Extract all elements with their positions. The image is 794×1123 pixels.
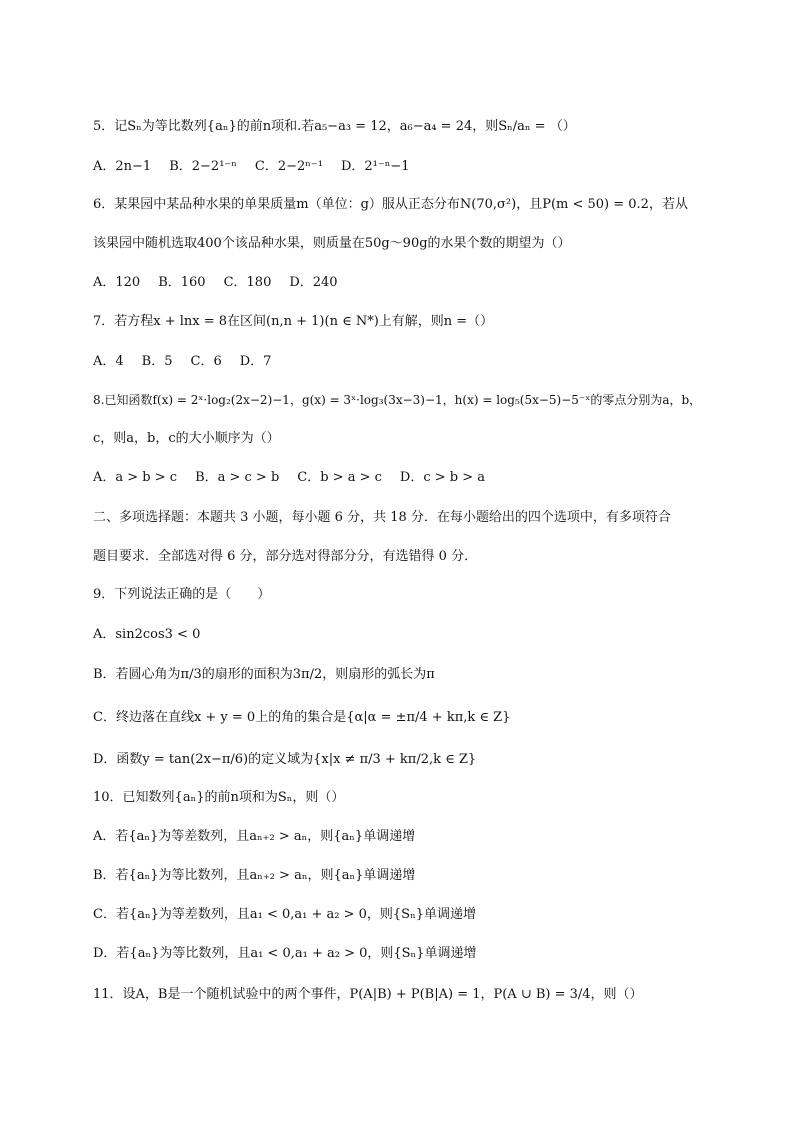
- q8-line1: 8.已知函数f(x) = 2ˣ·log₂(2x−2)−1，g(x) = 3ˣ·log₃(3x−3)−1，h(x) = log₅(5x−5)−5⁻ˣ的零点分别为a，b，: [93, 393, 702, 407]
- q7-option-c: C．6: [190, 354, 222, 369]
- q6-line1: 6．某果园中某品种水果的单果质量m（单位：g）服从正态分布N(70,σ²)，且P(m < 50) = 0.2，若从: [93, 197, 688, 212]
- q9-option-d: D．函数y = tan(2x−π/6)的定义域为{x|x ≠ π/3 + kπ/2,k ∈ Z}: [93, 752, 477, 767]
- q6-option-a: A．120: [93, 275, 141, 290]
- q5-option-c: C．2−2ⁿ⁻¹: [254, 159, 323, 174]
- q10-option-b: B．若{aₙ}为等比数列，且aₙ₊₂ > aₙ，则{aₙ}单调递增: [93, 868, 416, 883]
- q6-option-c: C．180: [223, 275, 272, 290]
- q10-option-c: C．若{aₙ}为等差数列，且a₁ < 0,a₁ + a₂ > 0，则{Sₙ}单调递增: [93, 907, 476, 922]
- q10-stem: 10．已知数列{aₙ}的前n项和为Sₙ，则（）: [93, 790, 345, 805]
- q6-options: [93, 274, 734, 292]
- q8-line2: c，则a，b，c的大小顺序为（）: [93, 431, 280, 446]
- section2-line1: 二、多项选择题：本题共 3 小题，每小题 6 分，共 18 分．在每小题给出的四个选项中，有多项符合: [93, 510, 671, 525]
- q9-option-c: C．终边落在直线x + y = 0上的角的集合是{α|α = ±π/4 + kπ,k ∈ Z}: [93, 710, 511, 725]
- q7-stem: 7．若方程x + lnx = 8在区间(n,n + 1)(n ∈ N*)上有解，则n =（）: [93, 314, 494, 329]
- q8-options: [93, 469, 734, 487]
- q9-option-b: B．若圆心角为π/3的扇形的面积为3π/2，则扇形的弧长为π: [93, 667, 435, 682]
- q6-option-d: D．240: [289, 275, 338, 290]
- q5-option-a: A．2n−1: [93, 159, 152, 174]
- q7-options: [93, 353, 734, 371]
- q5-option-b: B．2−2¹⁻ⁿ: [169, 159, 237, 174]
- q7-option-d: D．7: [239, 354, 272, 369]
- q5-option-d: D．2¹⁻ⁿ−1: [340, 159, 410, 174]
- q10-option-a: A．若{aₙ}为等差数列，且aₙ₊₂ > aₙ，则{aₙ}单调递增: [93, 829, 416, 844]
- q8-option-c: C．b > a > c: [297, 470, 382, 485]
- q11-stem: 11．设A，B是一个随机试验中的两个事件，P(A|B) + P(B|A) = 1，P(A ∪ B) = 3/4，则（）: [93, 987, 643, 1002]
- q9-stem: 9．下列说法正确的是（ ）: [93, 587, 271, 602]
- q6-line2: 该果园中随机选取400个该品种水果，则质量在50g～90g的水果个数的期望为（）: [93, 236, 571, 251]
- q5-options: [93, 158, 734, 176]
- q5-stem: 5．记Sₙ为等比数列{aₙ}的前n项和.若a₅−a₃ = 12，a₆−a₄ = 24，则Sₙ/aₙ = （）: [93, 119, 576, 134]
- q9-option-a: A．sin2cos3 < 0: [93, 627, 201, 642]
- q8-option-b: B．a > c > b: [195, 470, 280, 485]
- q6-option-b: B．160: [158, 275, 206, 290]
- q7-option-a: A．4: [93, 354, 124, 369]
- section2-line2: 题目要求．全部选对得 6 分，部分选对得部分分，有选错得 0 分．: [93, 549, 478, 564]
- q10-option-d: D．若{aₙ}为等比数列，且a₁ < 0,a₁ + a₂ > 0，则{Sₙ}单调递增: [93, 946, 477, 961]
- q8-option-a: A．a > b > c: [93, 470, 178, 485]
- q7-option-b: B．5: [141, 354, 173, 369]
- q8-option-d: D．c > b > a: [399, 470, 486, 485]
